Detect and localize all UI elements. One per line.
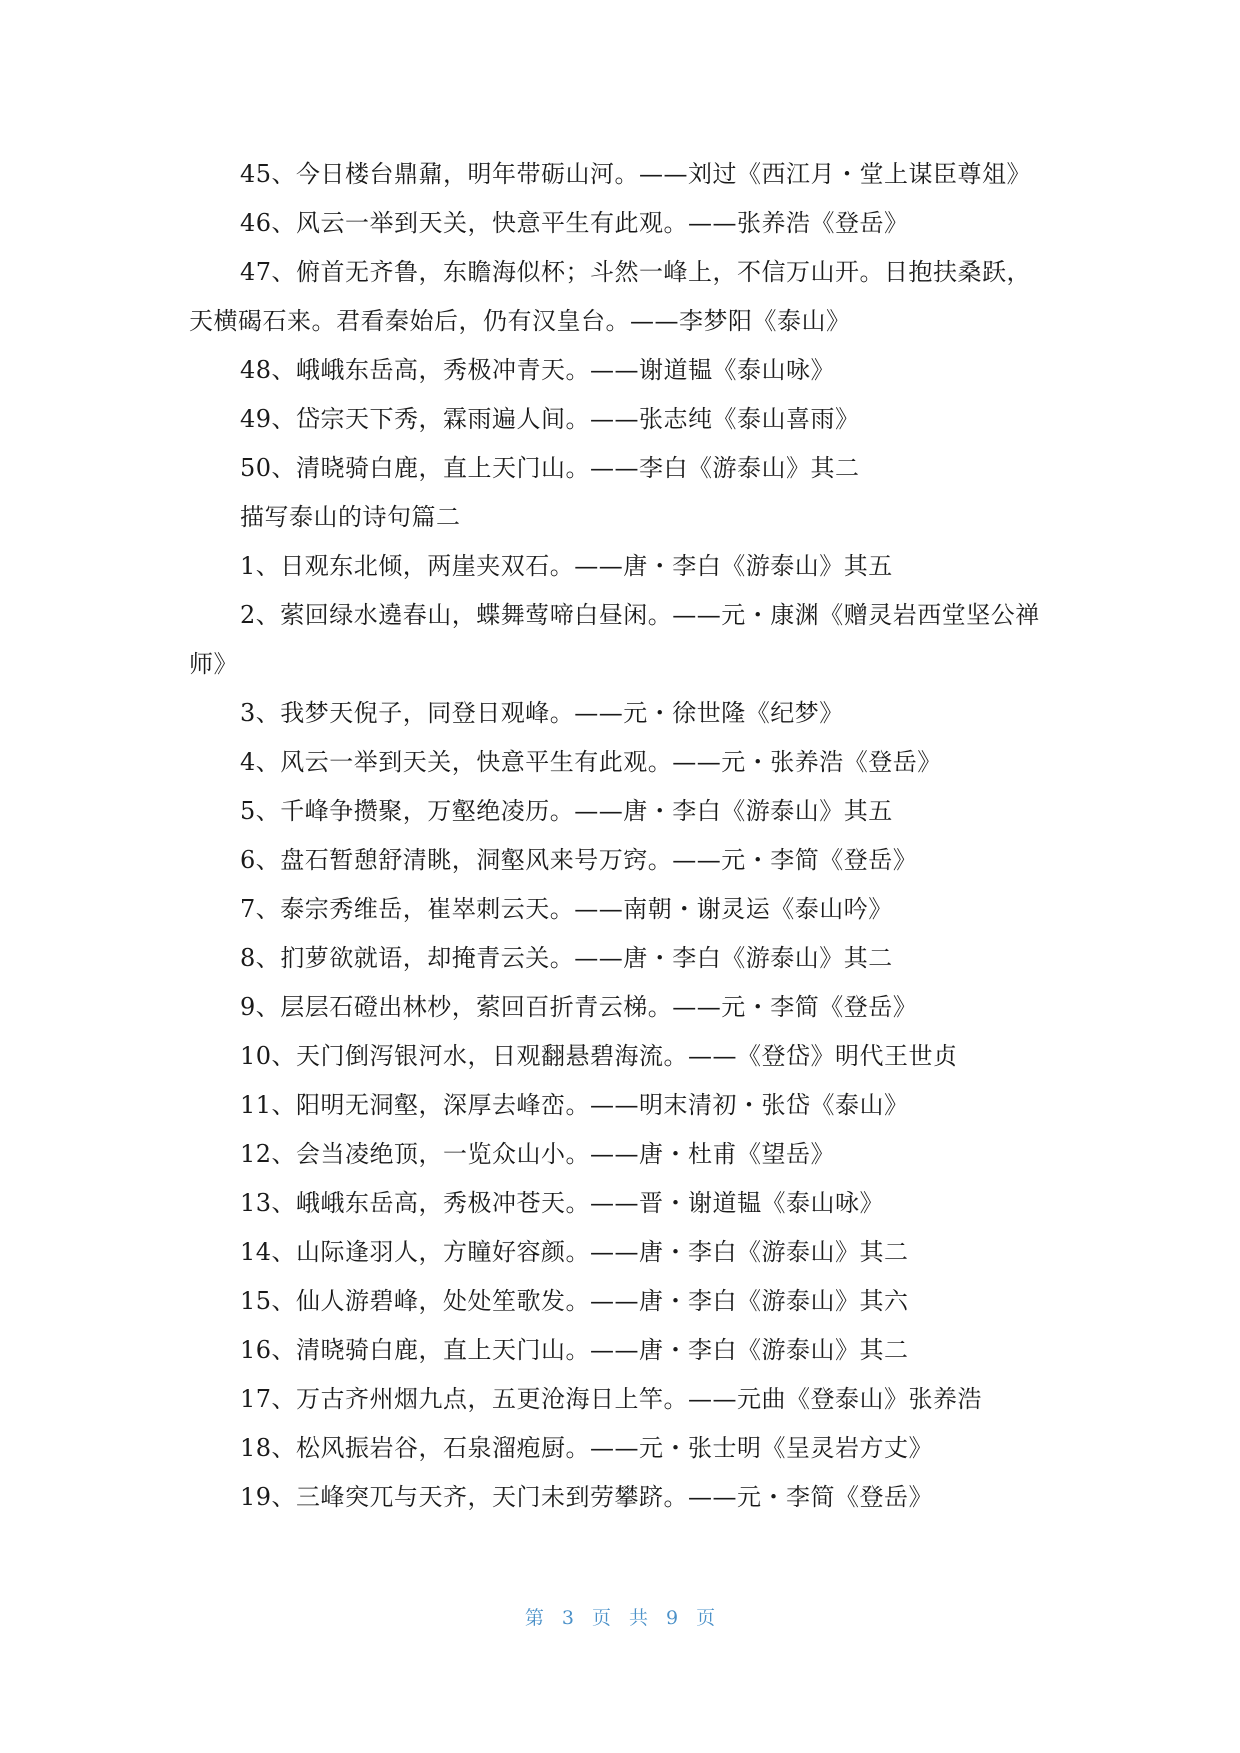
list-item: 48、峨峨东岳高，秀极冲青天。——谢道韫《泰山咏》 bbox=[240, 356, 836, 384]
list-item: 46、风云一举到天关，快意平生有此观。——张养浩《登岳》 bbox=[240, 209, 909, 237]
list-item: 15、仙人游碧峰，处处笙歌发。——唐・李白《游泰山》其六 bbox=[240, 1287, 909, 1315]
list-item: 47、俯首无齐鲁，东瞻海似杯；斗然一峰上，不信万山开。日抱扶桑跃， bbox=[240, 258, 1032, 286]
list-item: 10、天门倒泻银河水，日观翻悬碧海流。——《登岱》明代王世贞 bbox=[240, 1042, 958, 1070]
footer-word: 共 bbox=[629, 1607, 649, 1629]
list-item: 50、清晓骑白鹿，直上天门山。——李白《游泰山》其二 bbox=[240, 454, 860, 482]
poem-list bbox=[189, 150, 1059, 1522]
current-page-number: 3 bbox=[561, 1607, 574, 1629]
list-item: 13、峨峨东岳高，秀极冲苍天。——晋・谢道韫《泰山咏》 bbox=[240, 1189, 885, 1217]
list-item-continuation: 师》 bbox=[189, 650, 238, 678]
section-heading: 描写泰山的诗句篇二 bbox=[240, 503, 461, 531]
list-item: 14、山际逢羽人，方瞳好容颜。——唐・李白《游泰山》其二 bbox=[240, 1238, 909, 1266]
list-item: 11、阳明无洞壑，深厚去峰峦。——明末清初・张岱《泰山》 bbox=[240, 1091, 909, 1119]
page-footer bbox=[0, 1603, 1240, 1630]
list-item: 16、清晓骑白鹿，直上天门山。——唐・李白《游泰山》其二 bbox=[240, 1336, 909, 1364]
footer-word: 页 bbox=[696, 1607, 716, 1629]
list-item: 7、泰宗秀维岳，崔崒刺云天。——南朝・谢灵运《泰山吟》 bbox=[240, 895, 893, 923]
footer-word: 页 bbox=[591, 1607, 611, 1629]
list-item: 19、三峰突兀与天齐，天门未到劳攀跻。——元・李简《登岳》 bbox=[240, 1483, 934, 1511]
total-page-count: 9 bbox=[666, 1607, 679, 1629]
list-item: 12、会当凌绝顶，一览众山小。——唐・杜甫《望岳》 bbox=[240, 1140, 836, 1168]
list-item: 6、盘石暂憩舒清眺，洞壑风来号万窍。——元・李简《登岳》 bbox=[240, 846, 918, 874]
list-item: 45、今日楼台鼎鼐，明年带砺山河。——刘过《西江月・堂上谋臣尊俎》 bbox=[240, 160, 1032, 188]
list-item: 9、层层石磴出林杪，萦回百折青云梯。——元・李简《登岳》 bbox=[240, 993, 918, 1021]
list-item: 18、松风振岩谷，石泉溜疱厨。——元・张士明《呈灵岩方丈》 bbox=[240, 1434, 934, 1462]
list-item: 3、我梦天倪子，同登日观峰。——元・徐世隆《纪梦》 bbox=[240, 699, 844, 727]
list-item: 49、岱宗天下秀，霖雨遍人间。——张志纯《泰山喜雨》 bbox=[240, 405, 860, 433]
list-item: 17、万古齐州烟九点，五更沧海日上竿。——元曲《登泰山》张养浩 bbox=[240, 1385, 983, 1413]
footer-word: 第 bbox=[524, 1607, 544, 1629]
list-item: 4、风云一举到天关，快意平生有此观。——元・张养浩《登岳》 bbox=[240, 748, 942, 776]
list-item: 1、日观东北倾，两崖夹双石。——唐・李白《游泰山》其五 bbox=[240, 552, 893, 580]
list-item: 8、扪萝欲就语，却掩青云关。——唐・李白《游泰山》其二 bbox=[240, 944, 893, 972]
list-item-continuation: 天横碣石来。君看秦始后，仍有汉皇台。——李梦阳《泰山》 bbox=[189, 307, 851, 335]
list-item: 5、千峰争攒聚，万壑绝凌历。——唐・李白《游泰山》其五 bbox=[240, 797, 893, 825]
list-item: 2、萦回绿水遶春山，蝶舞莺啼白昼闲。——元・康渊《赠灵岩西堂坚公禅 bbox=[240, 601, 1040, 629]
